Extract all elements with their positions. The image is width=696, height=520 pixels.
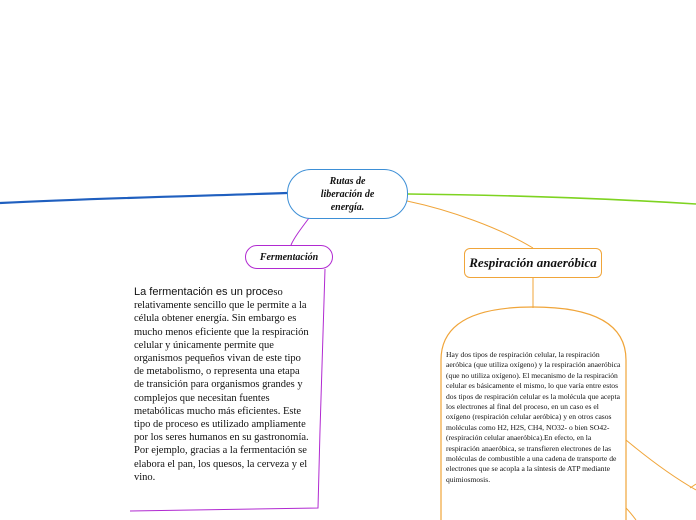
- right-branch-line: [408, 194, 696, 204]
- anaerobic-sub-branch: [690, 484, 696, 488]
- left-branch-line: [0, 193, 287, 203]
- anaerobic-description: Hay dos tipos de respiración celular, la respiración aeróbica (que utiliza oxígeno) y la respiración anaeróbica (que no utiliza oxígeno). El mecanismo de la respiración celular es básicamente el mismo, lo que varía entre estos dos tipos de respiración celular es la molécula que acepta los electrones al final del proceso, en un caso es el oxígeno (respiración celular aeróbica) y en otros casos moléculas como H2, H2S, CH4, NO32- o bien SO42-(respiración celular anaeróbica).En efecto, en la respiración anaeróbica, se transfieren electrones de las moléculas de combustible a una cadena de transporte de electrones que se acopla a la síntesis de ATP mediante quimiosmosis.: [446, 350, 621, 484]
- anaerobic-sub-branch: [626, 440, 696, 490]
- fermentation-connector: [291, 218, 309, 245]
- fermentation-description-lead: La fermentación es un proce: [134, 286, 274, 298]
- fermentation-description: [134, 286, 310, 484]
- fermentation-node[interactable]: [245, 245, 333, 269]
- anaerobic-connector: [407, 201, 533, 248]
- root-node[interactable]: [287, 169, 408, 219]
- anaerobic-node[interactable]: [464, 248, 602, 278]
- anaerobic-sub-branch: [626, 508, 636, 520]
- fermentation-description-rest: so relativamente sencillo que le permite a la célula obtener energía. Sin embargo es mucho menos eficiente que la respiración celular y únicamente permite que organismos pequeños vivan de este tipo de metabolismo, o representa una etapa de transición para organismos grandes y complejos que necesitan fuentes metabólicas mucho más eficientes. Este tipo de proceso es utilizado ampliamente por los seres humanos en su gastronomía. Por ejemplo, gracias a la fermentación se elabora el pan, los quesos, la cerveza y el vino.: [134, 287, 309, 483]
- anaerobic-title: Respiración anaeróbica: [469, 255, 597, 270]
- root-title: Rutas de liberación de energía.: [320, 175, 375, 213]
- fermentation-title: Fermentación: [259, 251, 319, 263]
